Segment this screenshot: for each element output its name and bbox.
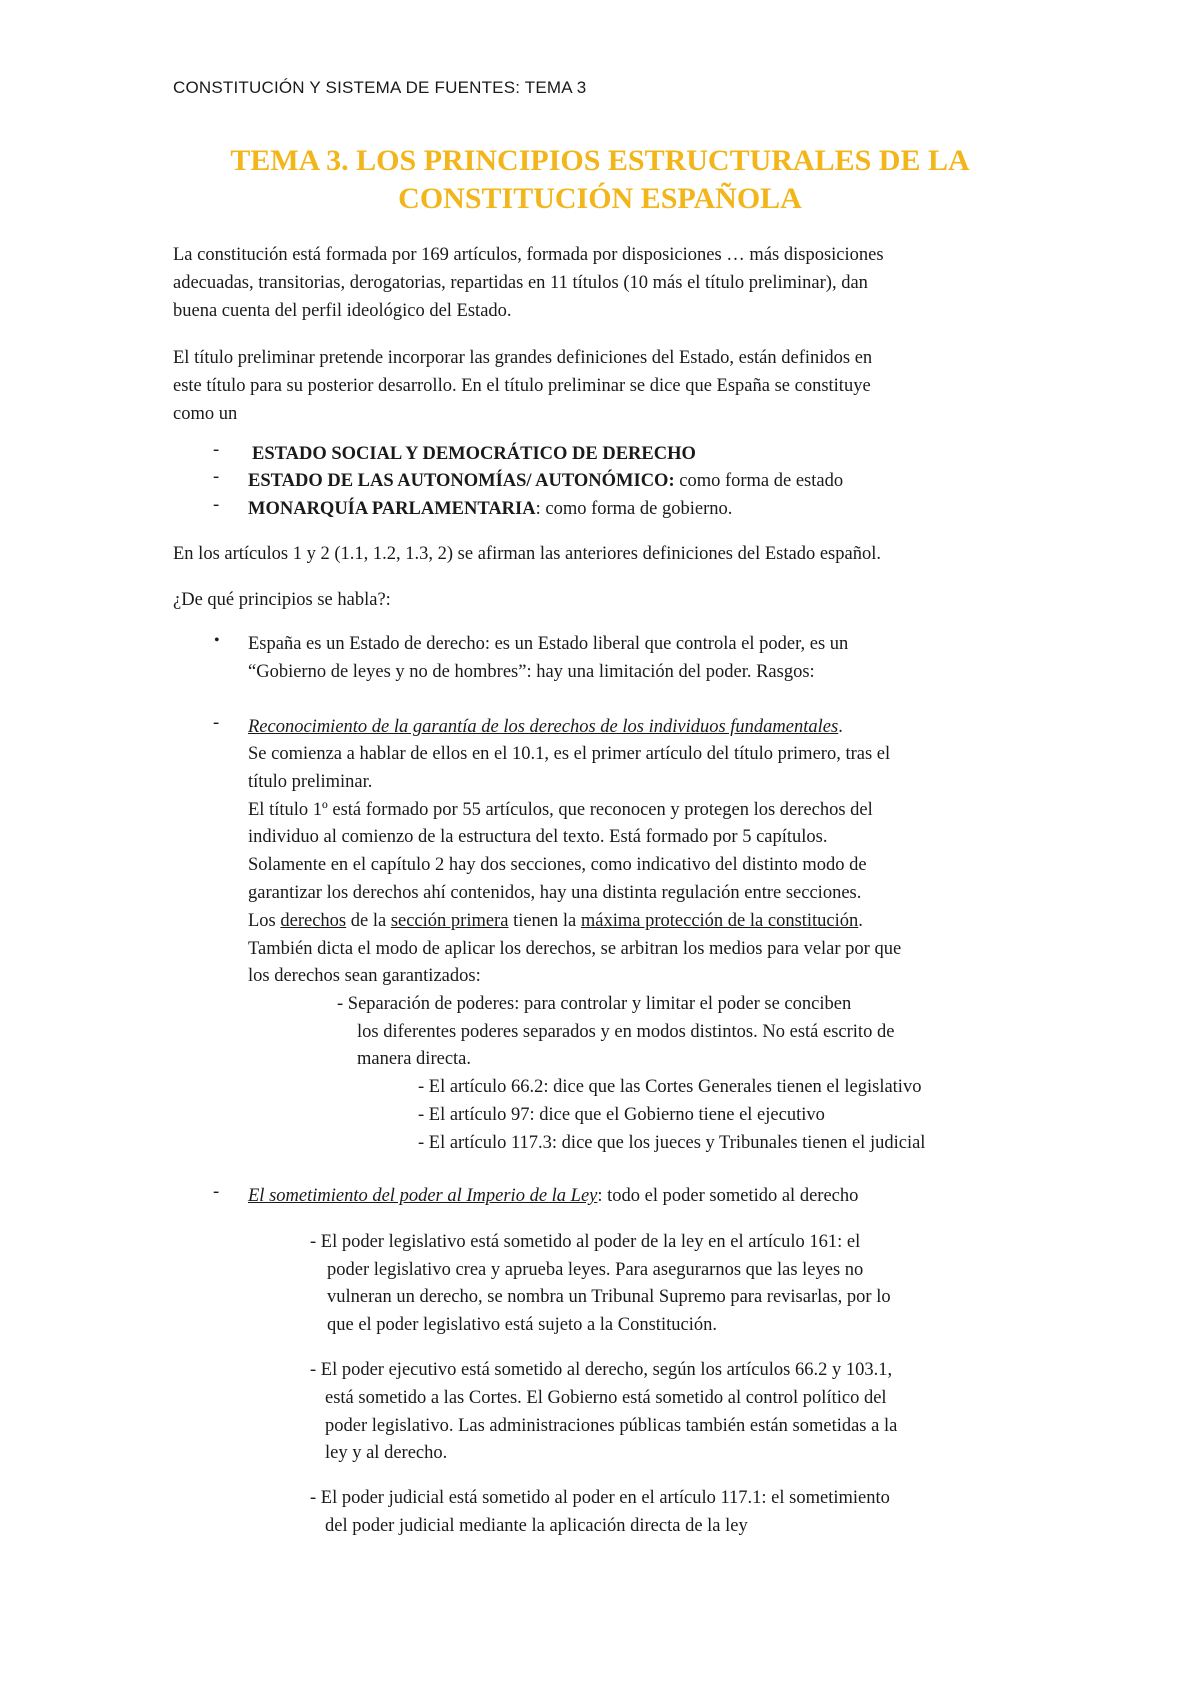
article-66-2: - El artículo 66.2: dice que las Cortes Generales tienen el legislativo: [418, 1077, 922, 1097]
recon-line-4: individuo al comienzo de la estructura del texto. Está formado por 5 capítulos.: [248, 827, 828, 847]
recon-line-8: los derechos sean garantizados:: [248, 966, 481, 986]
definition-2-bold: ESTADO DE LAS AUTONOMÍAS/ AUTONÓMICO:: [248, 471, 675, 491]
article-97: - El artículo 97: dice que el Gobierno tiene el ejecutivo: [418, 1105, 825, 1125]
prelim-line-3: como un: [173, 404, 238, 424]
definition-dash-2: -: [213, 467, 220, 487]
definition-3-bold: MONARQUÍA PARLAMENTARIA: [248, 499, 536, 519]
recon-derechos-line: [248, 907, 863, 935]
document-title: [120, 142, 1080, 218]
somet-heading-text: El sometimiento del poder al Imperio de la Ley: [248, 1186, 598, 1206]
somet-heading: [248, 1182, 858, 1210]
recon-seccion: sección primera: [390, 911, 509, 931]
bullet-line-2: “Gobierno de leyes y no de hombres”: hay una limitación del poder. Rasgos:: [248, 662, 815, 682]
recon-period: .: [858, 911, 863, 931]
recon-dash: -: [213, 713, 220, 733]
judicial-line-2: del poder judicial mediante la aplicación directa de la ley: [325, 1516, 748, 1536]
article-117-3: - El artículo 117.3: dice que los jueces y Tribunales tienen el judicial: [418, 1133, 926, 1153]
definition-3: [248, 495, 732, 523]
bullet-point-icon: •: [214, 632, 220, 649]
recon-line-7: También dicta el modo de aplicar los derechos, se arbitran los medios para velar por que: [248, 939, 902, 959]
definition-1: ESTADO SOCIAL Y DEMOCRÁTICO DE DERECHO: [252, 444, 696, 464]
recon-line-2: título preliminar.: [248, 772, 373, 792]
recon-maxima: máxima protección de la constitución: [580, 911, 859, 931]
somet-dash: -: [213, 1182, 220, 1202]
recon-tienen: tienen la: [508, 911, 581, 931]
ejecutivo-line-3: poder legislativo. Las administraciones públicas también están sometidas a la: [325, 1416, 898, 1436]
definition-2-rest: como forma de estado: [674, 471, 844, 491]
recon-heading-text: Reconocimiento de la garantía de los derechos de los individuos fundamentales: [248, 717, 839, 737]
recon-line-5: Solamente en el capítulo 2 hay dos secciones, como indicativo del distinto modo de: [248, 855, 867, 875]
judicial-line-1: - El poder judicial está sometido al poder en el artículo 117.1: el sometimiento: [310, 1488, 890, 1508]
legislativo-line-1: - El poder legislativo está sometido al poder de la ley en el artículo 161: el: [310, 1232, 861, 1252]
recon-heading: [248, 713, 843, 741]
legislativo-line-3: vulneran un derecho, se nombra un Tribunal Supremo para revisarlas, por lo: [327, 1287, 891, 1307]
page-header: CONSTITUCIÓN Y SISTEMA DE FUENTES: TEMA 3: [173, 78, 587, 97]
separation-line-3: manera directa.: [357, 1049, 472, 1069]
recon-line-1: Se comienza a hablar de ellos en el 10.1, es el primer artículo del título primero, tras el: [248, 744, 891, 764]
ejecutivo-line-1: - El poder ejecutivo está sometido al derecho, según los artículos 66.2 y 103.1,: [310, 1360, 893, 1380]
definition-dash-1: -: [213, 440, 220, 460]
legislativo-line-4: que el poder legislativo está sujeto a la Constitución.: [327, 1315, 717, 1335]
recon-de-la: de la: [346, 911, 391, 931]
title-line-2: CONSTITUCIÓN ESPAÑOLA: [398, 182, 802, 215]
recon-los: Los: [248, 911, 281, 931]
separation-line-1: - Separación de poderes: para controlar y limitar el poder se conciben: [337, 994, 852, 1014]
definition-3-rest: : como forma de gobierno.: [535, 499, 733, 519]
recon-line-6: garantizar los derechos ahí contenidos, hay una distinta regulación entre secciones.: [248, 883, 862, 903]
ejecutivo-line-2: está sometido a las Cortes. El Gobierno está sometido al control político del: [325, 1388, 887, 1408]
title-line-1: TEMA 3. LOS PRINCIPIOS ESTRUCTURALES DE LA: [230, 144, 970, 177]
prelim-line-2: este título para su posterior desarrollo. En el título preliminar se dice que España se constituye: [173, 376, 871, 396]
definition-dash-3: -: [213, 495, 220, 515]
bullet-line-1: España es un Estado de derecho: es un Estado liberal que controla el poder, es un: [248, 634, 849, 654]
recon-line-3: El título 1º está formado por 55 artículos, que reconocen y protegen los derechos del: [248, 800, 873, 820]
legislativo-line-2: poder legislativo crea y aprueba leyes. Para asegurarnos que las leyes no: [327, 1260, 864, 1280]
recon-derechos: derechos: [280, 911, 347, 931]
intro-line-2: adecuadas, transitorias, derogatorias, repartidas en 11 títulos (10 más el título preliminar), dan: [173, 273, 868, 293]
somet-heading-rest: : todo el poder sometido al derecho: [597, 1186, 859, 1206]
ejecutivo-line-4: ley y al derecho.: [325, 1443, 448, 1463]
principles-question: ¿De qué principios se habla?:: [173, 590, 391, 610]
intro-line-1: La constitución está formada por 169 artículos, formada por disposiciones … más disposiciones: [173, 245, 884, 265]
definition-2: [248, 467, 843, 495]
prelim-line-1: El título preliminar pretende incorporar las grandes definiciones del Estado, están definidos en: [173, 348, 873, 368]
intro-line-3: buena cuenta del perfil ideológico del Estado.: [173, 301, 512, 321]
separation-line-2: los diferentes poderes separados y en modos distintos. No está escrito de: [357, 1022, 895, 1042]
articles-paragraph: En los artículos 1 y 2 (1.1, 1.2, 1.3, 2) se afirman las anteriores definiciones del Estado español.: [173, 544, 881, 564]
recon-heading-end: .: [838, 717, 843, 737]
